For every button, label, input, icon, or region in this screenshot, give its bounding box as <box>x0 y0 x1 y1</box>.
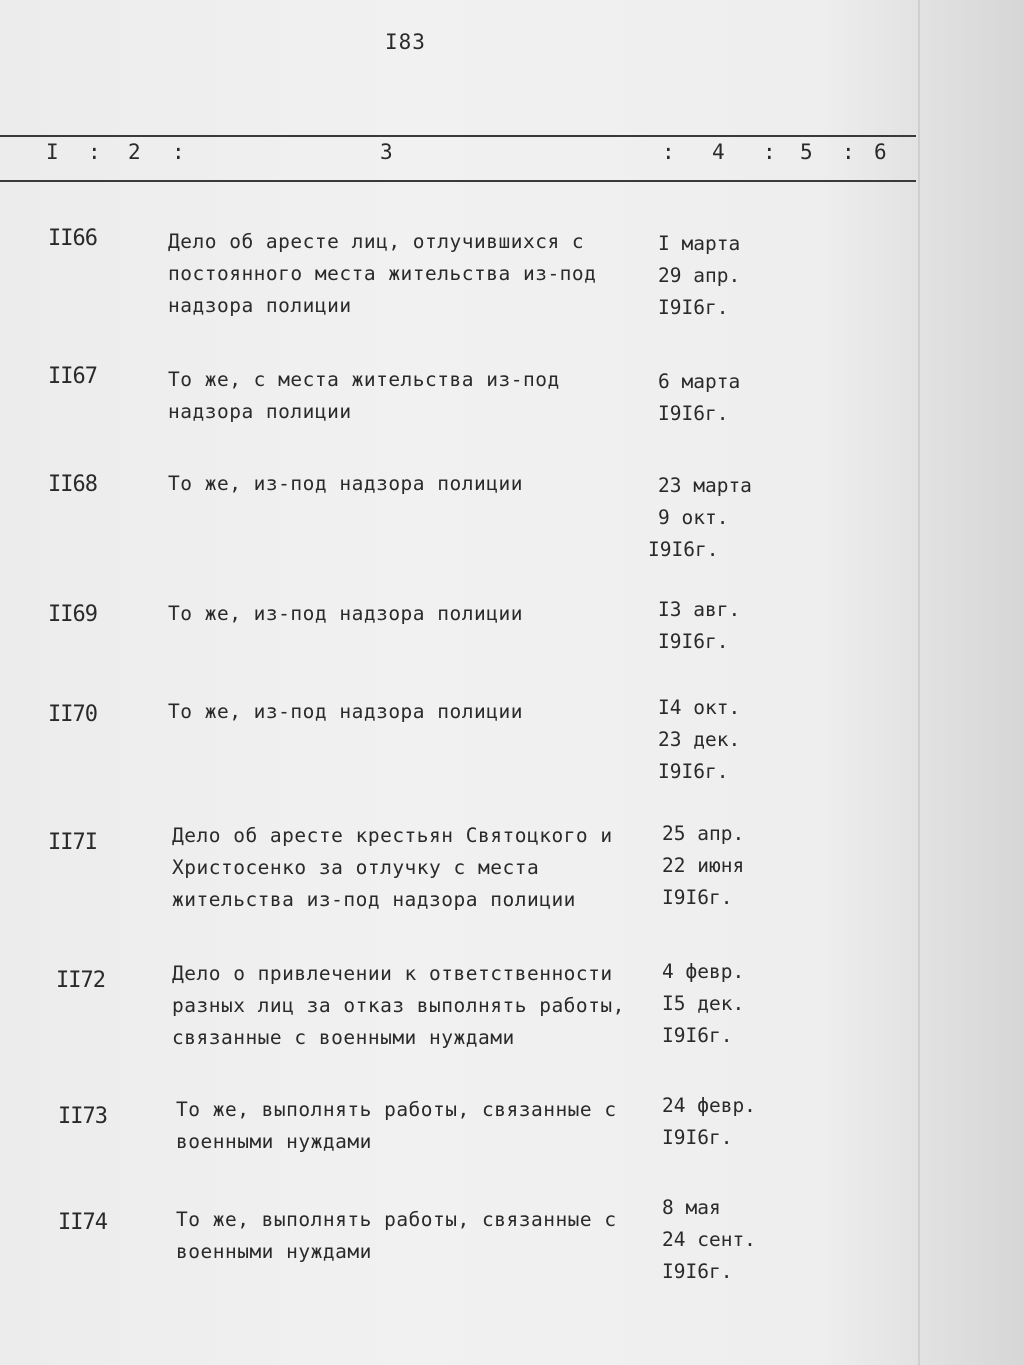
entry-title: Дело об аресте лиц, отлучившихся с постоянного места жительства из-под надзора полиции <box>168 230 597 317</box>
entry-number: II67 <box>48 364 97 389</box>
column-separator: : <box>763 140 776 164</box>
entry-number: II68 <box>48 472 97 497</box>
header-rule-top <box>0 135 916 137</box>
entry-title: То же, с места жительства из-под надзора полиции <box>168 368 560 423</box>
entry-title: Дело об аресте крестьян Святоцкого и Христосенко за отлучку с места жительства из-под надзора полиции <box>172 824 613 911</box>
entry-title: То же, из-под надзора полиции <box>168 472 523 495</box>
entry-date: 9 окт. <box>658 506 729 529</box>
entry-dates <box>658 228 788 324</box>
entry-date: 24 февр. <box>662 1094 756 1117</box>
entry-number: II72 <box>56 968 105 993</box>
entry-date: I9I6г. <box>658 402 729 425</box>
entry-date: 23 марта <box>658 474 752 497</box>
entry-dates <box>658 366 788 430</box>
entry-number: II74 <box>58 1210 107 1235</box>
entry-date: I9I6г. <box>662 886 733 909</box>
entry-date: 4 февр. <box>662 960 745 983</box>
entry-dates <box>648 470 788 566</box>
entry-date: 23 дек. <box>658 728 741 751</box>
entry-date: I9I6г. <box>662 1126 733 1149</box>
entry-date: I9I6г. <box>662 1260 733 1283</box>
entry-dates <box>662 1090 792 1154</box>
entry-dates <box>662 956 792 1052</box>
column-header-3: 3 <box>380 140 393 164</box>
entry-date: 8 мая <box>662 1196 721 1219</box>
entry-number: II7I <box>48 830 97 855</box>
entry-date: I3 авг. <box>658 598 741 621</box>
column-header-1: I <box>46 140 59 164</box>
entry-dates <box>658 594 788 658</box>
entry-date: 24 сент. <box>662 1228 756 1251</box>
column-header-2: 2 <box>128 140 141 164</box>
page-edge <box>918 0 920 1365</box>
entry-date: 29 апр. <box>658 264 741 287</box>
entry-date: 25 апр. <box>662 822 745 845</box>
entry-title: Дело о привлечении к ответственности разных лиц за отказ выполнять работы, связанные с военными нуждами <box>172 962 625 1049</box>
entry-title: То же, из-под надзора полиции <box>168 700 523 723</box>
column-separator: : <box>842 140 855 164</box>
header-rule-bottom <box>0 180 916 182</box>
column-header-4: 4 <box>712 140 725 164</box>
entry-title: То же, выполнять работы, связанные с военными нуждами <box>176 1208 617 1263</box>
entry-date: 22 июня <box>662 854 745 877</box>
entry-dates <box>662 1192 792 1288</box>
entry-date: I9I6г. <box>658 296 729 319</box>
entry-number: II69 <box>48 602 97 627</box>
entry-number: II66 <box>48 226 97 251</box>
entry-date: I4 окт. <box>658 696 741 719</box>
column-separator: : <box>662 140 675 164</box>
entry-date: I9I6г. <box>658 760 729 783</box>
column-separator: : <box>172 140 185 164</box>
entry-title: То же, из-под надзора полиции <box>168 602 523 625</box>
column-header-6: 6 <box>874 140 887 164</box>
entry-dates <box>658 692 788 788</box>
column-header-5: 5 <box>800 140 813 164</box>
entry-number: II73 <box>58 1104 107 1129</box>
entry-date: I9I6г. <box>662 1024 733 1047</box>
entry-date: I марта <box>658 232 741 255</box>
entry-date: I9I6г. <box>658 630 729 653</box>
page-number: I83 <box>385 30 426 54</box>
entry-number: II70 <box>48 702 97 727</box>
entry-date: I5 дек. <box>662 992 745 1015</box>
entry-date: I9I6г. <box>648 538 719 561</box>
entry-date: 6 марта <box>658 370 741 393</box>
entry-dates <box>662 818 792 914</box>
entry-title: То же, выполнять работы, связанные с военными нуждами <box>176 1098 617 1153</box>
column-separator: : <box>88 140 101 164</box>
